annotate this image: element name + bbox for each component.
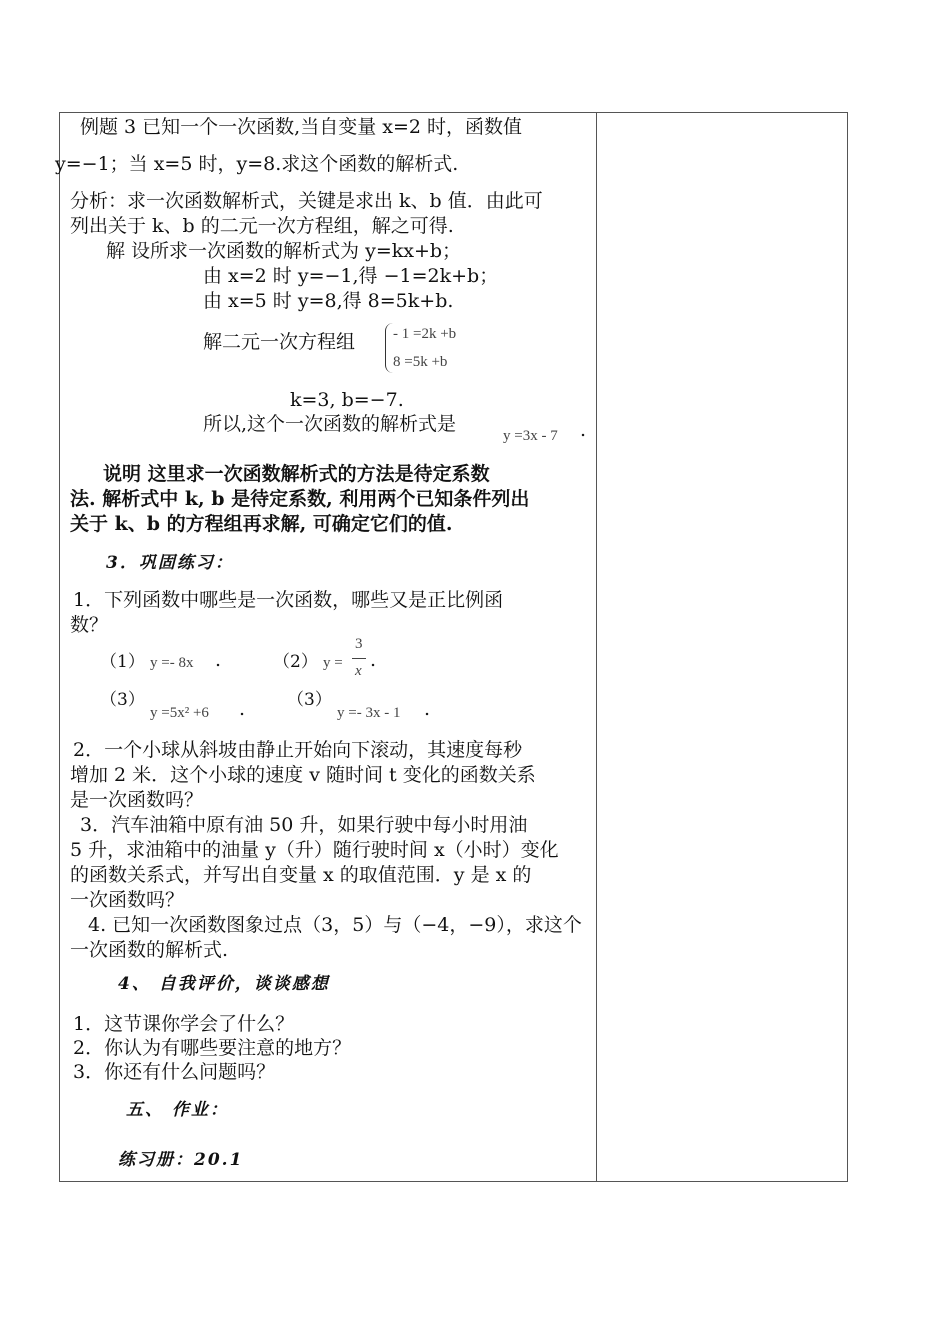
system-equation-2: 8 =5k +b	[393, 354, 448, 370]
example-line-1: 例题 3 已知一个一次函数,当自变量 x=2 时，函数值	[80, 116, 523, 138]
solution-line-2: 由 x=2 时 y=−1,得 −1=2k+b；	[203, 265, 499, 287]
homework-heading: 五、 作业：	[126, 1100, 229, 1120]
reflection-heading: 4、 自我评价，谈谈感想	[118, 974, 330, 994]
question-4-line-1: 4. 已知一次函数图象过点（3，5）与（−4，−9），求这个	[88, 914, 582, 936]
question-3-line-3: 的函数关系式，并写出自变量 x 的取值范围．y 是 x 的	[70, 864, 532, 886]
question-3-line-1: 3．汽车油箱中原有油 50 升，如果行驶中每小时用油	[80, 814, 528, 836]
question-4-line-2: 一次函数的解析式.	[70, 939, 229, 961]
question-1-line-2: 数？	[70, 614, 109, 636]
option-2-lhs: y =	[323, 655, 343, 671]
conclusion-dot: .	[580, 419, 587, 441]
option-2-label: （2）	[273, 652, 318, 672]
example-line-2: y=−1；当 x=5 时，y=8.求这个函数的解析式.	[55, 153, 459, 175]
solution-line-1: 解 设所求一次函数的解析式为 y=kx+b；	[106, 240, 462, 262]
note-line-2: 法. 解析式中 k, b 是待定系数, 利用两个已知条件列出	[70, 488, 530, 510]
question-1-line-1: 1．下列函数中哪些是一次函数，哪些又是正比例函	[73, 589, 504, 611]
option-1-equation: y =- 8x	[150, 655, 194, 671]
option-4-label: （3）	[287, 690, 332, 710]
option-2-numerator: 3	[355, 636, 363, 652]
question-2-line-2: 增加 2 米．这个小球的速度 v 随时间 t 变化的函数关系	[70, 764, 536, 786]
system-equation-1: - 1 =2k +b	[393, 326, 457, 342]
question-2-line-1: 2．一个小球从斜坡由静止开始向下滚动，其速度每秒	[73, 739, 523, 761]
column-divider	[596, 112, 597, 1182]
question-3-line-2: 5 升，求油箱中的油量 y（升）随行驶时间 x（小时）变化	[70, 839, 559, 861]
option-3-dot: .	[239, 698, 246, 720]
reflection-item-2: 2．你认为有哪些要注意的地方？	[73, 1037, 352, 1059]
option-1-label: （1）	[100, 652, 145, 672]
reflection-item-1: 1．这节课你学会了什么？	[73, 1013, 295, 1035]
question-3-line-4: 一次函数吗？	[70, 889, 185, 911]
reflection-item-3: 3．你还有什么问题吗？	[73, 1061, 276, 1083]
option-4-dot: .	[424, 698, 431, 720]
option-4-equation: y =- 3x - 1	[337, 705, 401, 721]
option-2-fraction-bar	[352, 658, 366, 659]
solution-line-3: 由 x=5 时 y=8,得 8=5k+b.	[203, 290, 454, 312]
option-2-dot: .	[370, 649, 377, 671]
option-2-denominator: x	[355, 663, 362, 679]
option-3-label: （3）	[100, 690, 145, 710]
note-line-1: 说明 这里求一次函数解析式的方法是待定系数	[103, 463, 490, 485]
option-3-equation: y =5x² +6	[150, 705, 209, 721]
practice-heading: 3．巩固练习：	[106, 553, 234, 573]
analysis-line-1: 分析：求一次函数解析式，关键是求出 k、b 值．由此可	[70, 190, 543, 212]
solution-result: k=3, b=−7.	[290, 389, 404, 411]
option-1-dot: .	[215, 649, 222, 671]
note-line-3: 关于 k、b 的方程组再求解, 可确定它们的值.	[70, 513, 453, 535]
homework-content: 练习册：20.1	[118, 1150, 244, 1170]
question-2-line-3: 是一次函数吗？	[70, 789, 204, 811]
conclusion-equation: y =3x - 7	[503, 428, 558, 444]
conclusion-text: 所以,这个一次函数的解析式是	[203, 413, 457, 435]
analysis-line-2: 列出关于 k、b 的二元一次方程组，解之可得.	[70, 215, 454, 237]
system-label: 解二元一次方程组	[203, 331, 356, 353]
